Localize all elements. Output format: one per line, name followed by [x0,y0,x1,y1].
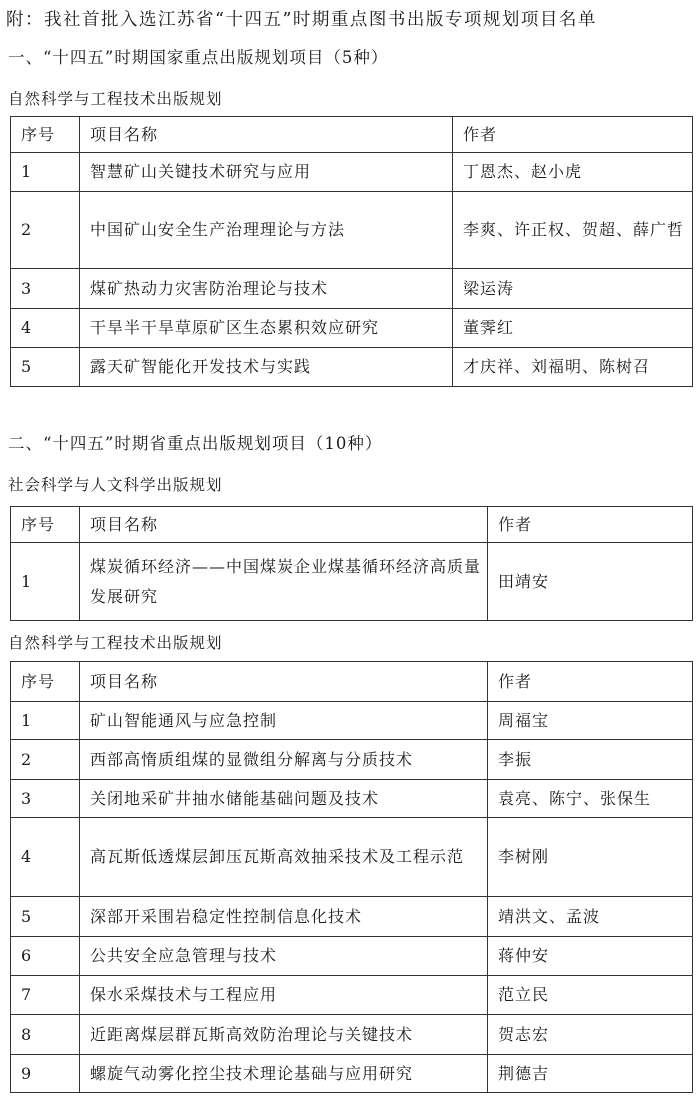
table-row [11,976,693,1015]
table-row [11,153,693,192]
row-project-name: 露天矿智能化开发技术与实践 [80,348,453,387]
row-project-name: 高瓦斯低透煤层卸压瓦斯高效抽采技术及工程示范 [80,818,488,897]
row-project-name: 公共安全应急管理与技术 [80,937,488,976]
header-author: 作者 [488,662,693,702]
table-header-row [11,507,693,543]
header-number: 序号 [11,662,80,702]
row-project-name: 矿山智能通风与应急控制 [80,702,488,740]
row-number: 2 [11,192,80,269]
row-number: 8 [11,1015,80,1055]
row-author: 李树刚 [488,818,693,897]
table-row [11,780,693,818]
row-author: 董霁红 [453,309,693,348]
row-number: 6 [11,937,80,976]
section-1-subheading: 自然科学与工程技术出版规划 [8,90,223,108]
table-row [11,1015,693,1055]
row-project-name: 近距离煤层群瓦斯高效防治理论与关键技术 [80,1015,488,1055]
row-number: 5 [11,348,80,387]
national-projects-table [10,116,693,387]
header-author: 作者 [453,117,693,153]
row-author: 丁恩杰、赵小虎 [453,153,693,192]
header-project-name: 项目名称 [80,662,488,702]
row-number: 4 [11,818,80,897]
row-project-name: 干旱半干旱草原矿区生态累积效应研究 [80,309,453,348]
header-number: 序号 [11,507,80,543]
table-row [11,702,693,740]
table-row [11,192,693,269]
row-author: 周福宝 [488,702,693,740]
row-author: 靖洪文、孟波 [488,897,693,937]
row-project-name: 西部高惰质组煤的显微组分解离与分质技术 [80,740,488,780]
social-science-projects-table [10,506,693,621]
row-number: 1 [11,153,80,192]
row-project-name: 保水采煤技术与工程应用 [80,976,488,1015]
document-title: 附：我社首批入选江苏省“十四五”时期重点图书出版专项规划项目名单 [6,10,597,30]
table-header-row [11,662,693,702]
row-project-name: 深部开采围岩稳定性控制信息化技术 [80,897,488,937]
row-project-name: 螺旋气动雾化控尘技术理论基础与应用研究 [80,1055,488,1093]
row-project-name: 煤矿热动力灾害防治理论与技术 [80,269,453,309]
row-project-name: 中国矿山安全生产治理理论与方法 [80,192,453,269]
header-number: 序号 [11,117,80,153]
row-author: 荆德吉 [488,1055,693,1093]
science-engineering-projects-table [10,661,693,1093]
row-project-name: 智慧矿山关键技术研究与应用 [80,153,453,192]
row-number: 1 [11,702,80,740]
row-project-name: 煤炭循环经济——中国煤炭企业煤基循环经济高质量发展研究 [80,543,488,621]
table-row [11,937,693,976]
table-header-row [11,117,693,153]
table-row [11,269,693,309]
row-number: 3 [11,269,80,309]
table-row [11,818,693,897]
row-author: 梁运涛 [453,269,693,309]
header-author: 作者 [488,507,693,543]
table-row [11,348,693,387]
row-number: 2 [11,740,80,780]
row-author: 田靖安 [488,543,693,621]
table-row [11,897,693,937]
section-2-heading: 二、“十四五”时期省重点出版规划项目（10种） [8,434,383,453]
row-author: 李爽、许正权、贺超、薛广哲 [453,192,693,269]
row-author: 蒋仲安 [488,937,693,976]
table-row [11,1055,693,1093]
header-project-name: 项目名称 [80,117,453,153]
row-author: 李振 [488,740,693,780]
row-number: 5 [11,897,80,937]
table-row [11,543,693,621]
row-number: 4 [11,309,80,348]
table-row [11,309,693,348]
row-author: 范立民 [488,976,693,1015]
row-author: 才庆祥、刘福明、陈树召 [453,348,693,387]
row-number: 7 [11,976,80,1015]
table-row [11,740,693,780]
row-author: 袁亮、陈宁、张保生 [488,780,693,818]
row-author: 贺志宏 [488,1015,693,1055]
header-project-name: 项目名称 [80,507,488,543]
section-1-heading: 一、“十四五”时期国家重点出版规划项目（5种） [8,48,389,67]
section-2-subheading-social: 社会科学与人文科学出版规划 [8,476,223,494]
row-project-name: 关闭地采矿井抽水储能基础问题及技术 [80,780,488,818]
row-number: 1 [11,543,80,621]
section-2-subheading-science: 自然科学与工程技术出版规划 [8,634,223,652]
row-number: 9 [11,1055,80,1093]
row-number: 3 [11,780,80,818]
